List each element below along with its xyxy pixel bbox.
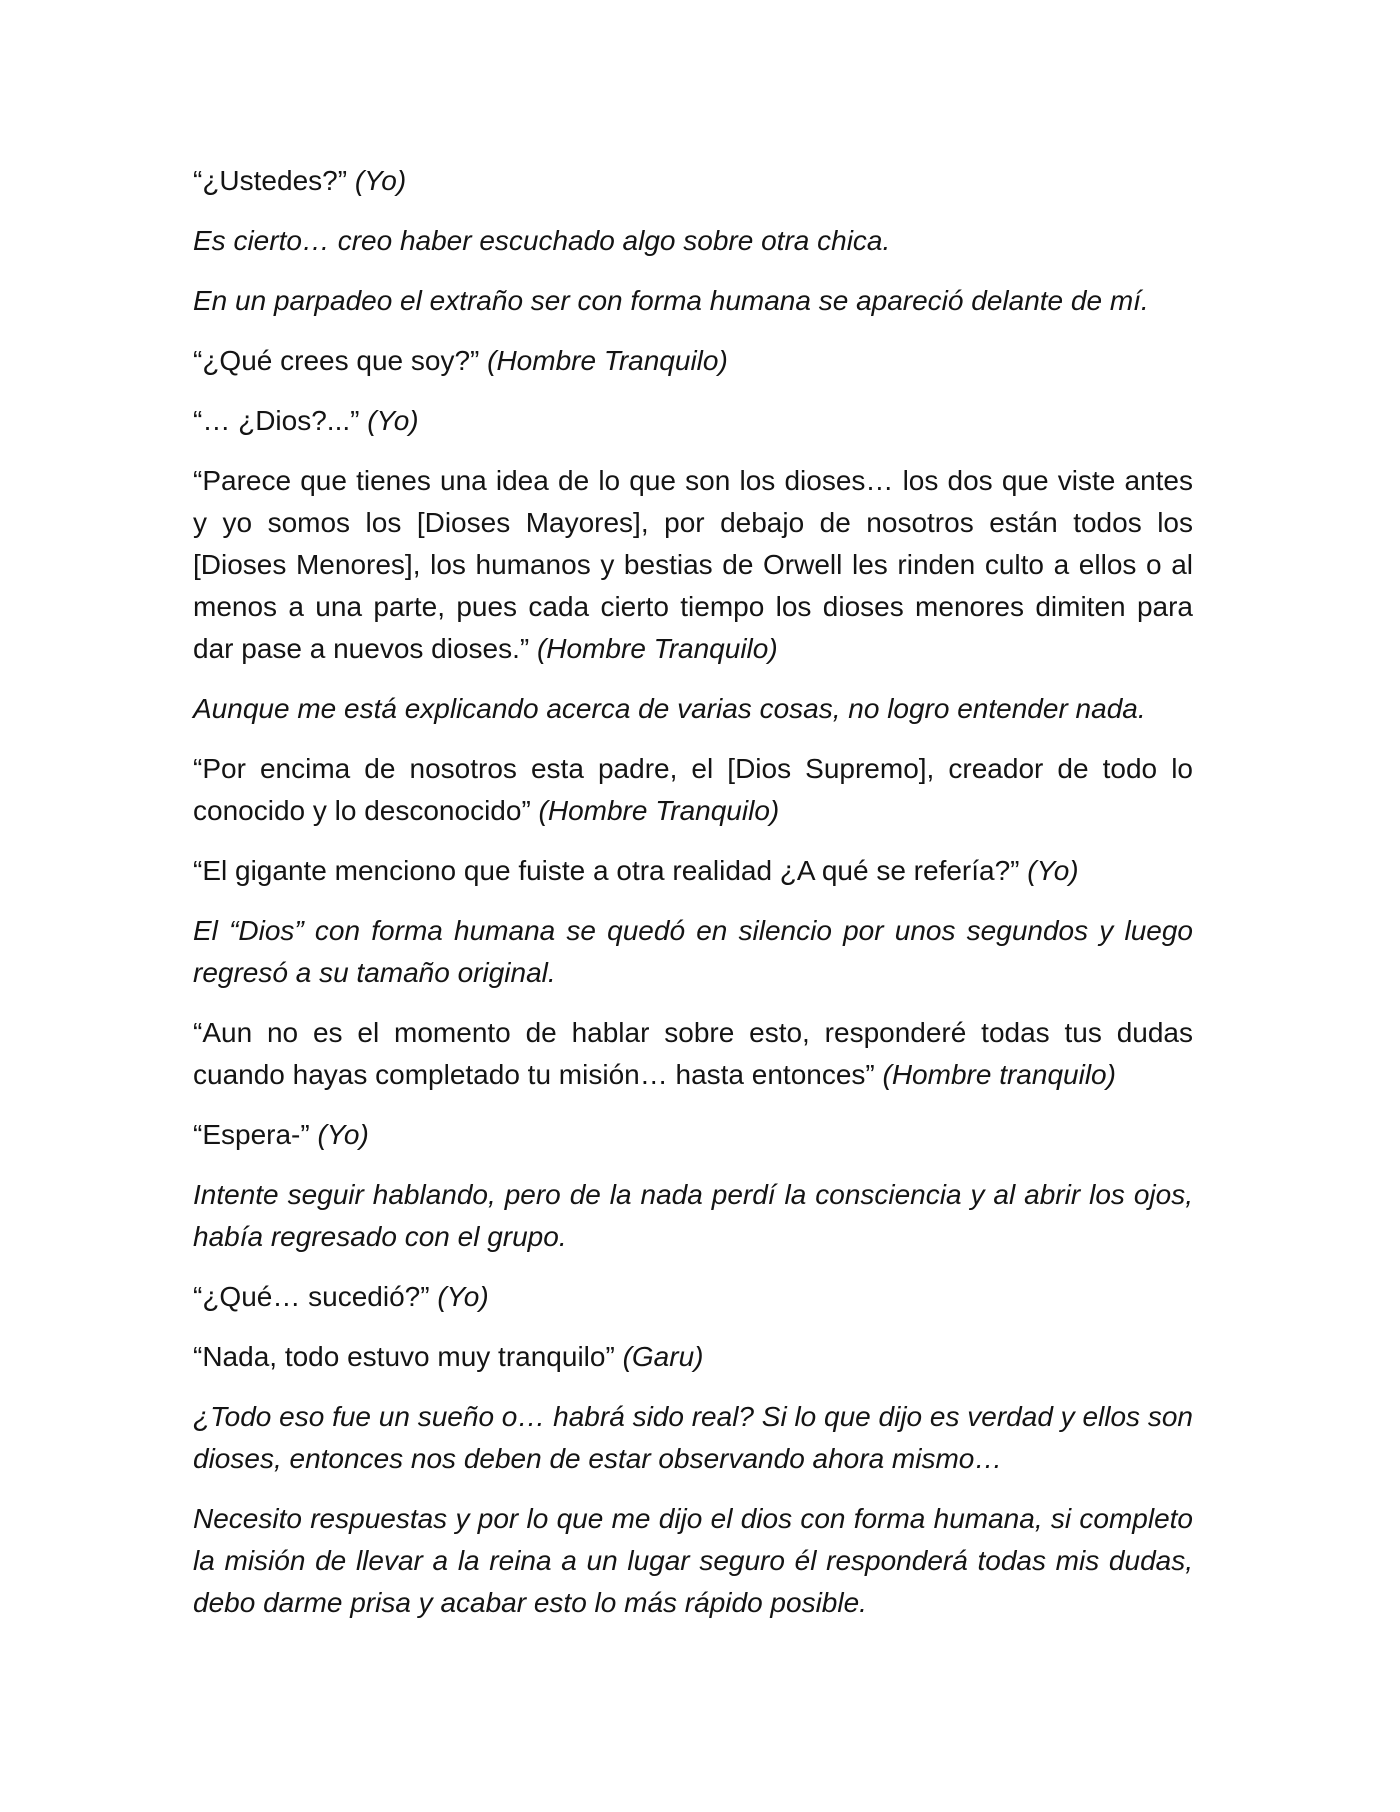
dialogue-line [193, 850, 1193, 892]
speaker-tag: (Hombre tranquilo) [882, 1059, 1116, 1090]
speaker-tag: (Hombre Tranquilo) [538, 795, 780, 826]
dialogue-line [193, 1276, 1193, 1318]
dialogue-line [193, 1114, 1193, 1156]
document-page [193, 160, 1193, 1642]
spoken-text: “Nada, todo estuvo muy tranquilo” [193, 1341, 623, 1372]
dialogue-line [193, 460, 1193, 670]
dialogue-line [193, 1336, 1193, 1378]
narration-paragraph: El “Dios” con forma humana se quedó en silencio por unos segundos y luego regresó a su tamaño original. [193, 915, 1193, 988]
narration-paragraph: Intente seguir hablando, pero de la nada perdí la consciencia y al abrir los ojos, había regresado con el grupo. [193, 1179, 1193, 1252]
narration-paragraph: Necesito respuestas y por lo que me dijo el dios con forma humana, si completo la misión de llevar a la reina a un lugar seguro él responderá todas mis dudas, debo darme prisa y acabar esto lo más rápido posible. [193, 1503, 1193, 1618]
dialogue-line [193, 340, 1193, 382]
speaker-tag: (Yo) [354, 165, 407, 196]
narration-paragraph: ¿Todo eso fue un sueño o… habrá sido real? Si lo que dijo es verdad y ellos son dioses, entonces nos deben de estar observando ahora mismo… [193, 1401, 1193, 1474]
spoken-text: “Por encima de nosotros esta padre, el [Dios Supremo], creador de todo lo conocido y lo desconocido” [193, 753, 1193, 826]
dialogue-line [193, 160, 1193, 202]
dialogue-line [193, 1012, 1193, 1096]
spoken-text: “Parece que tienes una idea de lo que son los dioses… los dos que viste antes y yo somos los [Dioses Mayores], por debajo de nosotros están todos los [Dioses Menores], los humanos y bestias de Orwell les rinden culto a ellos o al menos a una parte, pues cada cierto tiempo los dioses menores dimiten para dar pase a nuevos dioses.” [193, 465, 1193, 664]
speaker-tag: (Yo) [437, 1281, 489, 1312]
speaker-tag: (Hombre Tranquilo) [487, 345, 728, 376]
spoken-text: “¿Qué… sucedió?” [193, 1281, 438, 1312]
spoken-text: “Espera-” [193, 1119, 318, 1150]
narration-paragraph: Aunque me está explicando acerca de varias cosas, no logro entender nada. [193, 693, 1146, 724]
speaker-tag: (Garu) [622, 1341, 704, 1372]
narration-paragraph: En un parpadeo el extraño ser con forma humana se apareció delante de mí. [193, 285, 1149, 316]
spoken-text: “¿Qué crees que soy?” [193, 345, 488, 376]
dialogue-line [193, 748, 1193, 832]
spoken-text: “El gigante menciono que fuiste a otra realidad ¿A qué se refería?” [193, 855, 1028, 886]
speaker-tag: (Hombre Tranquilo) [536, 633, 778, 664]
speaker-tag: (Yo) [1027, 855, 1079, 886]
speaker-tag: (Yo) [367, 405, 419, 436]
spoken-text: “Aun no es el momento de hablar sobre esto, responderé todas tus dudas cuando hayas completado tu misión… hasta entonces” [193, 1017, 1193, 1090]
dialogue-line [193, 400, 1193, 442]
spoken-text: “… ¿Dios?...” [193, 405, 368, 436]
spoken-text: “¿Ustedes?” [193, 165, 355, 196]
speaker-tag: (Yo) [317, 1119, 369, 1150]
narration-paragraph: Es cierto… creo haber escuchado algo sobre otra chica. [193, 225, 891, 256]
